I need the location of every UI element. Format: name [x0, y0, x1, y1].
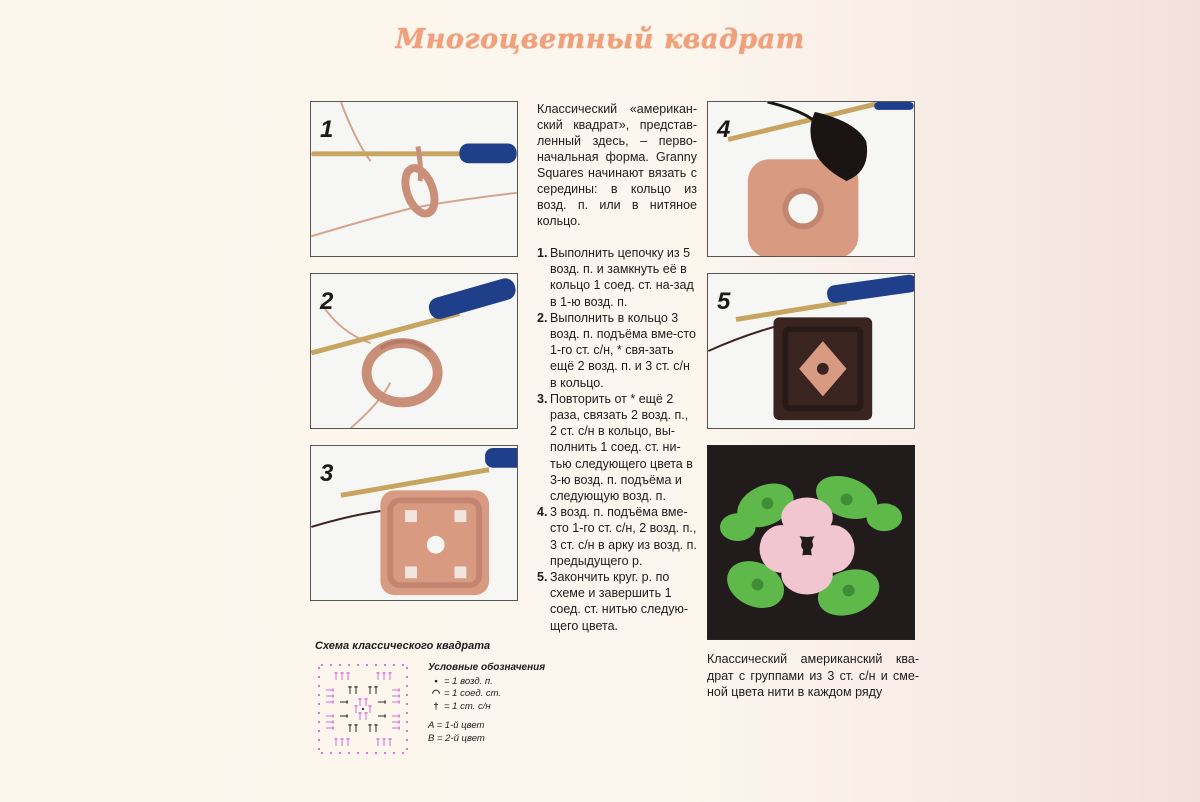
- chain-stitch-mark: [348, 664, 350, 666]
- chain-stitch-mark: [330, 752, 332, 754]
- chain-stitch-mark: [406, 676, 408, 678]
- dc-stitch-mark: [358, 712, 362, 720]
- dc-stitch-mark: [374, 724, 378, 732]
- chain-symbol-icon: •: [434, 675, 438, 687]
- chain-stitch-mark: [406, 721, 408, 723]
- step-text: 3 возд. п. подъёма вме-сто 1-го ст. с/н, 2 возд. п., 3 ст. с/н в арку из возд. п. предыдущего р.: [550, 505, 697, 568]
- chain-stitch-mark: [357, 664, 359, 666]
- chain-stitch-mark: [406, 748, 408, 750]
- dc-stitch-mark: [354, 686, 358, 694]
- dc-stitch-mark: [326, 700, 334, 704]
- crochet-ring-image: [311, 274, 517, 428]
- legend-text: = 1 ст. с/н: [444, 700, 491, 712]
- instruction-steps: [537, 245, 697, 634]
- step-number: 2: [320, 288, 334, 315]
- chain-stitch-mark: [318, 739, 320, 741]
- dc-stitch-mark: [376, 738, 380, 746]
- scheme-title: Схема классического квадрата: [315, 640, 491, 652]
- color-a-label: A = 1-й цвет: [428, 720, 485, 731]
- dc-stitch-mark: [364, 698, 368, 706]
- chain-stitch-mark: [406, 694, 408, 696]
- instruction-step-2: [537, 310, 697, 391]
- dc-stitch-mark: [340, 672, 344, 680]
- chain-stitch-mark: [406, 667, 408, 669]
- dc-stitch-mark: [354, 705, 358, 713]
- double-crochet-symbol-icon: †: [433, 700, 439, 712]
- instruction-step-3: [537, 391, 697, 504]
- chain-stitch-mark: [402, 664, 404, 666]
- page-title: Многоцветный квадрат: [395, 24, 805, 55]
- chain-stitch-mark: [406, 685, 408, 687]
- step-index: 3.: [537, 391, 548, 406]
- chain-stitch-mark: [330, 664, 332, 666]
- dc-stitch-mark: [388, 738, 392, 746]
- chain-stitch-mark: [357, 752, 359, 754]
- chain-stitch-mark: [321, 752, 323, 754]
- step-text: Выполнить в кольцо 3 возд. п. подъёма вме-сто 1-го ст. с/н, * свя-зать ещё 2 возд. п. и 3 ст. с/н в кольцо.: [550, 310, 696, 390]
- crochet-scheme-diagram: [316, 662, 410, 756]
- dc-stitch-mark: [376, 672, 380, 680]
- chain-stitch-mark: [393, 752, 395, 754]
- step-index: 5.: [537, 570, 548, 585]
- scheme-chart-icon: [316, 662, 410, 756]
- dc-stitch-mark: [368, 705, 372, 713]
- dc-stitch-mark: [340, 738, 344, 746]
- step-number: 5: [717, 288, 731, 315]
- legend-title: Условные обозначения: [428, 662, 546, 673]
- slip-stitch-symbol-icon: ◠: [431, 688, 441, 699]
- chain-stitch-mark: [318, 748, 320, 750]
- dc-stitch-mark: [382, 672, 386, 680]
- chain-stitch-mark: [406, 703, 408, 705]
- chain-stitch-mark: [406, 739, 408, 741]
- instruction-step-1: [537, 245, 697, 310]
- crochet-hook-chain-image: [311, 102, 517, 256]
- step-photo-2: [310, 273, 518, 429]
- dc-stitch-mark: [368, 686, 372, 694]
- dc-stitch-mark: [326, 714, 334, 718]
- dc-stitch-mark: [392, 700, 400, 704]
- chain-stitch-mark: [339, 664, 341, 666]
- crochet-two-color-square-image: [708, 274, 914, 428]
- dc-stitch-mark: [346, 738, 350, 746]
- chain-stitch-mark: [375, 664, 377, 666]
- step-photo-5: [707, 273, 915, 429]
- dc-stitch-mark: [378, 714, 386, 718]
- dc-stitch-mark: [348, 724, 352, 732]
- dc-stitch-mark: [392, 688, 400, 692]
- instruction-step-4: [537, 504, 697, 569]
- step-text: Выполнить цепочку из 5 возд. п. и замкнуть её в кольцо 1 соед. ст. на-зад в 1-ю возд. п.: [550, 246, 694, 309]
- chain-stitch-mark: [384, 664, 386, 666]
- legend-text: = 1 соед. ст.: [444, 688, 502, 699]
- instruction-step-5: [537, 569, 697, 634]
- dc-stitch-mark: [340, 714, 348, 718]
- dc-stitch-mark: [358, 698, 362, 706]
- step-photo-4: [707, 101, 915, 257]
- step-text: Повторить от * ещё 2 раза, связать 2 возд. п., 2 ст. с/н в кольцо, вы-полнить 1 соед. ст. ни-тью следующего цвета в 3-ю возд. п. подъёма и следующую возд. п.: [550, 391, 693, 504]
- step-number: 3: [320, 460, 334, 487]
- dc-stitch-mark: [392, 714, 400, 718]
- chain-stitch-mark: [366, 664, 368, 666]
- step-index: 4.: [537, 505, 548, 520]
- chain-stitch-mark: [339, 752, 341, 754]
- chain-stitch-mark: [318, 703, 320, 705]
- chain-stitch-mark: [366, 752, 368, 754]
- dc-stitch-mark: [392, 726, 400, 730]
- legend-row-slip: [428, 688, 545, 701]
- chain-stitch-mark: [318, 730, 320, 732]
- dc-stitch-mark: [326, 720, 334, 724]
- step-number: 1: [320, 116, 334, 143]
- dc-stitch-mark: [374, 686, 378, 694]
- finished-granny-square-image: [708, 446, 914, 639]
- dc-stitch-mark: [326, 688, 334, 692]
- chain-stitch-mark: [318, 712, 320, 714]
- step-index: 1.: [537, 246, 548, 260]
- dc-stitch-mark: [382, 738, 386, 746]
- crochet-first-round-image: [311, 446, 517, 600]
- chain-stitch-mark: [318, 694, 320, 696]
- chain-stitch-mark: [375, 752, 377, 754]
- step-text: Закончить круг. р. по схеме и завершить 1 соед. ст. нитью следую-щего цвета.: [550, 570, 689, 633]
- chain-stitch-mark: [318, 676, 320, 678]
- dc-stitch-mark: [326, 694, 334, 698]
- legend-row-dc: [428, 701, 545, 714]
- dc-stitch-mark: [340, 700, 348, 704]
- chain-stitch-mark: [402, 752, 404, 754]
- step-number: 4: [717, 116, 731, 143]
- step-photo-1: [310, 101, 518, 257]
- chain-stitch-mark: [318, 667, 320, 669]
- step-photo-3: [310, 445, 518, 601]
- dc-stitch-mark: [354, 724, 358, 732]
- color-b-label: B = 2-й цвет: [428, 732, 485, 744]
- dc-stitch-mark: [364, 712, 368, 720]
- dc-stitch-mark: [388, 672, 392, 680]
- dc-stitch-mark: [334, 738, 338, 746]
- legend-text: = 1 возд. п.: [444, 675, 493, 687]
- step-index: 2.: [537, 310, 548, 325]
- chain-stitch-mark: [406, 712, 408, 714]
- dc-stitch-mark: [392, 694, 400, 698]
- finished-square-photo: [707, 445, 915, 640]
- dc-stitch-mark: [326, 726, 334, 730]
- dc-stitch-mark: [392, 720, 400, 724]
- scheme-legend: [428, 662, 545, 745]
- crochet-color-change-image: [708, 102, 914, 256]
- chain-stitch-mark: [318, 685, 320, 687]
- dc-stitch-mark: [334, 672, 338, 680]
- legend-row-chain: [428, 676, 545, 689]
- photo-caption: Классический американский ква-драт с группами из 3 ст. с/н и сме-ной цвета нити в каждом ряду: [707, 652, 919, 699]
- dc-stitch-mark: [368, 724, 372, 732]
- chain-stitch-mark: [348, 752, 350, 754]
- chain-stitch-mark: [321, 664, 323, 666]
- chain-stitch-mark: [393, 664, 395, 666]
- chain-stitch-mark: [318, 721, 320, 723]
- chain-stitch-mark: [384, 752, 386, 754]
- chain-stitch-mark: [406, 730, 408, 732]
- dc-stitch-mark: [348, 686, 352, 694]
- dc-stitch-mark: [346, 672, 350, 680]
- intro-text: Классический «американ-ский квадрат», представ-ленный здесь, – перво-начальная форма. Granny Squares начинают вязать с середины: в кольцо из возд. п. или в нитяное кольцо.: [537, 102, 697, 228]
- dc-stitch-mark: [378, 700, 386, 704]
- chain-stitch-mark: [362, 708, 364, 710]
